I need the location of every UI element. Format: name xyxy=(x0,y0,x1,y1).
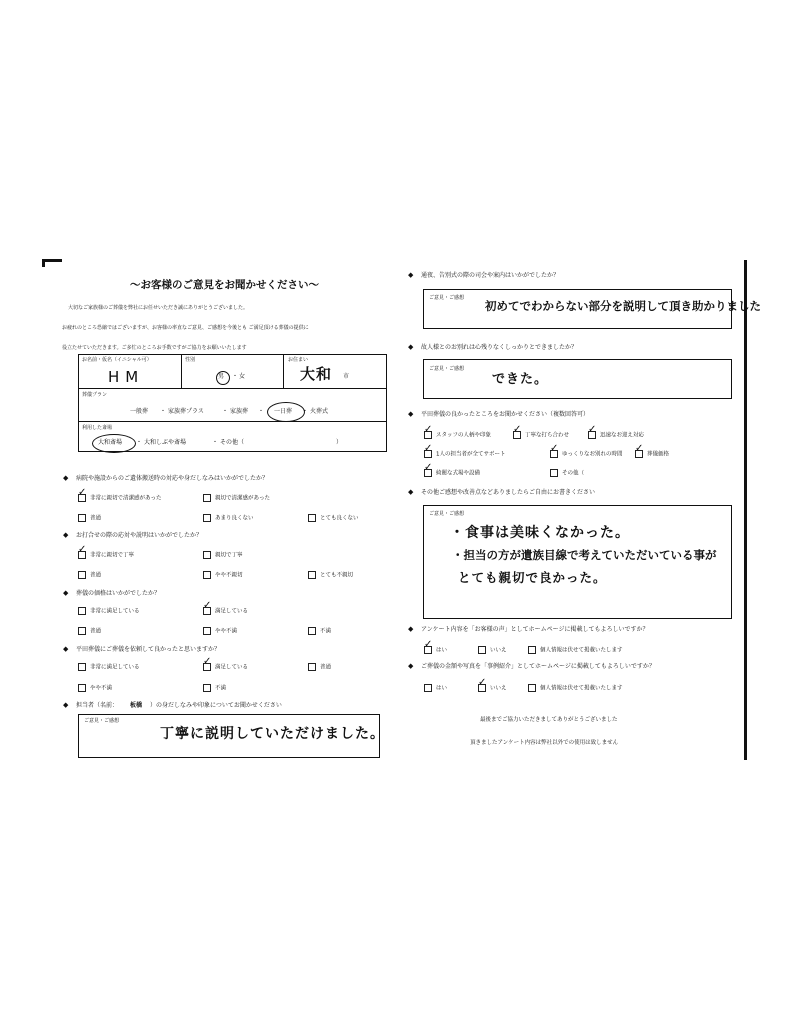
checkbox[interactable] xyxy=(478,646,486,654)
checkbox[interactable] xyxy=(78,627,86,635)
gender-label: 性別 xyxy=(185,357,196,363)
plan-1[interactable]: 一般葬 xyxy=(130,408,149,415)
checkbox-checked[interactable] xyxy=(513,431,521,439)
address-value[interactable]: 大和 xyxy=(300,365,333,383)
right-q4-comment-3[interactable]: とても親切で良かった。 xyxy=(458,570,607,585)
diamond-bullet: ◆ xyxy=(63,589,69,597)
q2-option-1[interactable]: ✓非常に親切で丁寧 xyxy=(78,551,134,559)
hall-label: 利用した斎場 xyxy=(82,425,113,431)
right-q1-comment[interactable]: 初めてでわからない部分を説明して頂き助かりました xyxy=(485,299,761,313)
right-question-3: 平田葬儀の良かったところをお聞かせください（複数回答可） xyxy=(421,411,590,418)
corner-mark-left xyxy=(42,259,62,262)
staff-box-label: ご意見・ご感想 xyxy=(84,718,120,724)
checkbox-checked[interactable] xyxy=(78,551,86,559)
q4-option-4[interactable]: やや不満 xyxy=(78,684,112,692)
checkbox-checked[interactable] xyxy=(424,469,432,477)
right-question-1: 通夜、告別式の際の司会や案内はいかがでしたか？ xyxy=(421,272,560,279)
intro-line-2: お疲れのところ恐縮ではございますが、お客様の率直なご意見、ご感想を今後とも ご満足頂ける葬儀の提供に xyxy=(62,325,309,331)
q4-option-1[interactable]: 非常に満足している xyxy=(78,663,140,671)
right-question-5: アンケート内容を「お客様の声」としてホームページに掲載してもよろしいですか？ xyxy=(421,626,649,633)
q3-option-1[interactable]: 非常に満足している xyxy=(78,607,140,615)
q3-option-5[interactable]: 不満 xyxy=(308,627,331,635)
right-q4-label: ご意見・ご感想 xyxy=(429,511,465,517)
checkbox-checked[interactable] xyxy=(550,450,558,458)
checkbox[interactable] xyxy=(424,684,432,692)
checkbox[interactable] xyxy=(78,663,86,671)
right-q4-comment-2[interactable]: ・担当の方が遺族目線で考えていただいている事が xyxy=(452,548,717,562)
q2-option-5[interactable]: とても不親切 xyxy=(308,571,353,579)
checkbox[interactable] xyxy=(203,684,211,692)
checkbox[interactable] xyxy=(528,646,536,654)
right-q2-comment[interactable]: できた。 xyxy=(492,372,549,387)
checkbox[interactable] xyxy=(203,627,211,635)
q1-option-3[interactable]: 普通 xyxy=(78,514,101,522)
checkbox-checked[interactable] xyxy=(203,607,211,615)
checkbox[interactable] xyxy=(78,571,86,579)
diamond-bullet: ◆ xyxy=(408,662,414,670)
question-2: お打合せの際の応対や説明はいかがでしたか？ xyxy=(76,532,203,539)
diamond-bullet: ◆ xyxy=(408,410,414,418)
q1-option-4[interactable]: あまり良くない xyxy=(203,514,254,522)
diamond-bullet: ◆ xyxy=(63,701,69,709)
hall-sep-1: ・ xyxy=(136,439,143,446)
diamond-bullet: ◆ xyxy=(63,531,69,539)
checkbox[interactable] xyxy=(528,684,536,692)
q3-good-6[interactable]: ✓ 葬儀価格 xyxy=(635,450,669,458)
q4-option-2[interactable]: ✓ 満足している xyxy=(203,663,248,671)
hall-1[interactable]: 大和斎場 xyxy=(98,439,123,446)
diamond-bullet: ◆ xyxy=(408,625,414,633)
gender-male[interactable]: 男 xyxy=(218,373,225,380)
plan-5[interactable]: 火葬式 xyxy=(310,408,329,415)
checkbox[interactable] xyxy=(78,514,86,522)
hall-3[interactable]: その他（ xyxy=(220,439,245,446)
q3-option-3[interactable]: 普通 xyxy=(78,627,101,635)
intro-line-1: 大切なご家族様のご葬儀を弊社にお任せいただき誠にありがとうございました。 xyxy=(68,305,249,311)
checkbox[interactable] xyxy=(78,607,86,615)
plan-sep-3: ・ xyxy=(258,408,265,415)
q3-good-4[interactable]: ✓1人の担当者が全てサポート xyxy=(424,450,506,458)
right-question-4: その他ご感想や改善点などありましたらご自由にお書きください xyxy=(421,489,596,496)
diamond-bullet: ◆ xyxy=(408,343,414,351)
page-edge-right xyxy=(744,260,747,760)
question-1: 病院や施設からのご遺体搬送時の対応や身だしなみはいかがでしたか？ xyxy=(76,475,269,482)
checkbox[interactable] xyxy=(308,514,316,522)
q6-option-no[interactable]: ✓ いいえ xyxy=(478,684,507,692)
plan-sep-4: ・ xyxy=(302,408,309,415)
q6-option-yes[interactable]: はい xyxy=(424,684,447,692)
right-q4-comment-1[interactable]: ・食事は美味くなかった。 xyxy=(450,525,630,541)
survey-title: 〜お客様のご意見をお聞かせください〜 xyxy=(130,279,319,291)
hall-sep-2: ・ xyxy=(212,439,219,446)
staff-name: 板橋 xyxy=(130,702,143,709)
q3-good-3[interactable]: ✓ 迅速なお迎え対応 xyxy=(588,431,644,439)
checkbox-checked[interactable] xyxy=(635,450,643,458)
checkbox[interactable] xyxy=(78,684,86,692)
diamond-bullet: ◆ xyxy=(408,488,414,496)
q2-option-2[interactable]: 親切で丁寧 xyxy=(203,551,243,559)
checkbox[interactable] xyxy=(308,571,316,579)
checkbox-checked[interactable] xyxy=(424,431,432,439)
q3-option-2[interactable]: ✓ 満足している xyxy=(203,607,248,615)
q1-option-2[interactable]: 親切で清潔感があった xyxy=(203,494,270,502)
question-3: 葬儀の価格はいかがでしたか？ xyxy=(76,590,161,597)
plan-3[interactable]: 家族葬 xyxy=(230,408,249,415)
checkbox[interactable] xyxy=(203,514,211,522)
q6-option-anon[interactable]: 個人情報は伏せて掲載いたします xyxy=(528,684,623,692)
checkbox[interactable] xyxy=(308,663,316,671)
question-4: 平田葬儀にご葬儀を依頼して良かったと思いますか？ xyxy=(76,646,221,653)
q1-option-1[interactable]: ✓非常に親切で清潔感があった xyxy=(78,494,161,502)
intro-line-3: 役立たせていただきます。ご多忙のところお手数ですがご協力をお願いいたします xyxy=(62,345,247,351)
corner-mark-left-v xyxy=(42,259,45,267)
q3-good-7[interactable]: ✓綺麗な式場や設備 xyxy=(424,469,480,477)
checkbox[interactable] xyxy=(550,469,558,477)
plan-sep-1: ・ xyxy=(160,408,167,415)
plan-4[interactable]: 一日葬 xyxy=(274,408,293,415)
checkbox-checked[interactable] xyxy=(424,450,432,458)
plan-sep-2: ・ xyxy=(222,408,229,415)
name-label: お名前・仮名（イニシャル可） xyxy=(82,357,152,363)
q5-option-anon[interactable]: 個人情報は伏せて掲載いたします xyxy=(528,646,623,654)
right-question-2: 故人様とのお別れは心残りなくしっかりとできましたか？ xyxy=(421,344,578,351)
address-label: お住まい xyxy=(288,357,309,363)
right-q4-box xyxy=(423,505,732,619)
right-q2-label: ご意見・ご感想 xyxy=(429,366,465,372)
q3-option-4[interactable]: やや不満 xyxy=(203,627,237,635)
privacy-note: 頂きましたアンケート内容は弊社以外での使用は致しません xyxy=(470,740,619,746)
checkbox-checked[interactable] xyxy=(588,431,596,439)
q3-good-5[interactable]: ✓ ゆっくりなお別れの時間 xyxy=(550,450,622,458)
q3-good-2[interactable]: ✓ 丁寧な打ち合わせ xyxy=(513,431,569,439)
checkbox[interactable] xyxy=(203,571,211,579)
thanks-message: 最後までご協力いただきましてありがとうございました xyxy=(480,717,618,723)
checkbox[interactable] xyxy=(203,551,211,559)
diamond-bullet: ◆ xyxy=(63,645,69,653)
name-value[interactable]: HM xyxy=(108,368,145,386)
right-q1-label: ご意見・ご感想 xyxy=(429,295,465,301)
q3-good-8[interactable]: その他（ xyxy=(550,469,584,477)
diamond-bullet: ◆ xyxy=(63,474,69,482)
plan-label: 葬儀プラン xyxy=(82,392,108,398)
q5-option-no[interactable]: いいえ xyxy=(478,646,507,654)
q4-option-3[interactable]: 普通 xyxy=(308,663,331,671)
checkbox[interactable] xyxy=(203,494,211,502)
checkbox-checked[interactable] xyxy=(78,494,86,502)
gender-sep: ・ xyxy=(232,373,239,380)
hall-2[interactable]: 大和しぶや斎場 xyxy=(144,439,187,446)
q2-option-3[interactable]: 普通 xyxy=(78,571,101,579)
gender-female[interactable]: 女 xyxy=(239,373,246,380)
q4-option-5[interactable]: 不満 xyxy=(203,684,226,692)
right-q2-box xyxy=(423,359,732,399)
q2-option-4[interactable]: やや不親切 xyxy=(203,571,243,579)
checkbox-checked[interactable] xyxy=(424,646,432,654)
q5-option-yes[interactable]: ✓はい xyxy=(424,646,447,654)
plan-2[interactable]: 家族葬プラス xyxy=(168,408,204,415)
q1-option-5[interactable]: とても良くない xyxy=(308,514,359,522)
checkbox-checked[interactable] xyxy=(203,663,211,671)
staff-question-end: ）の身だしなみや印象についてお聞かせください xyxy=(150,702,282,709)
q3-good-1[interactable]: ✓スタッフの人柄や印象 xyxy=(424,431,491,439)
staff-comment[interactable]: 丁寧に説明していただけました。 xyxy=(160,726,385,742)
hall-3-close: ） xyxy=(336,439,343,446)
diamond-bullet: ◆ xyxy=(408,271,414,279)
address-suffix: 市 xyxy=(343,373,350,380)
checkbox[interactable] xyxy=(308,627,316,635)
checkbox-checked[interactable] xyxy=(478,684,486,692)
staff-question-start: 担当者（名前： xyxy=(76,702,119,709)
right-question-6: ご葬儀の金額や写真を「事例紹介」としてホームページに掲載してもよろしいですか？ xyxy=(421,663,655,670)
